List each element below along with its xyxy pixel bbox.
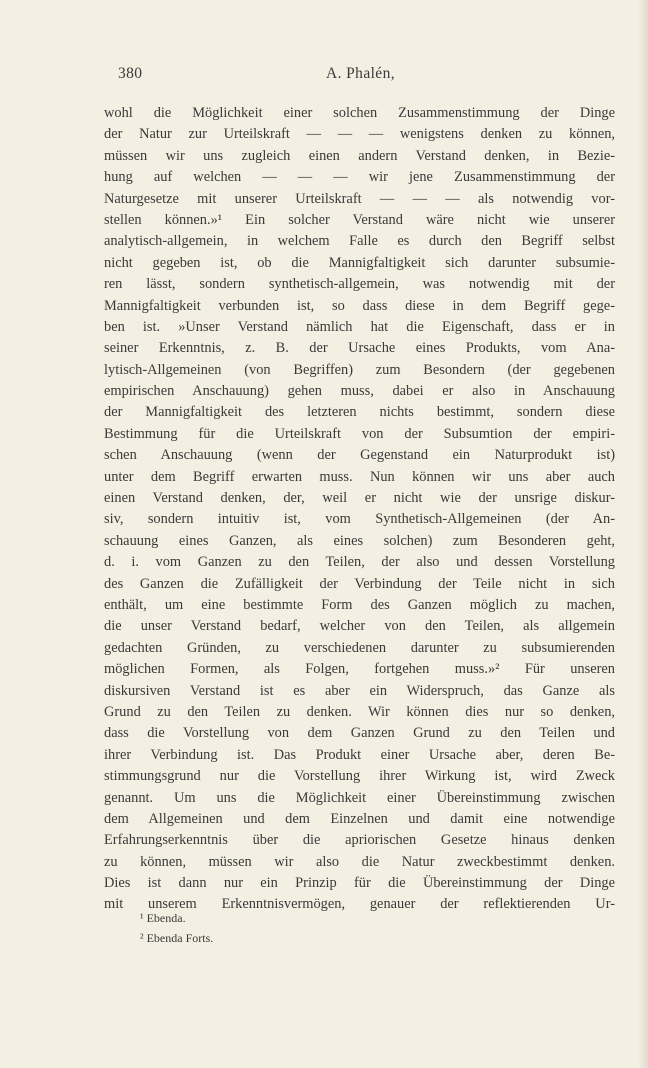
text-line: ihrer Verbindung ist. Das Produkt einer Ursache aber, deren Be- <box>104 746 615 763</box>
text-line: schauung eines Ganzen, als eines solchen) zum Besonderen geht, <box>104 532 615 549</box>
footnote: ¹ Ebenda. <box>140 911 186 925</box>
text-line: möglichen Formen, als Folgen, fortgehen muss.»² Für unseren <box>104 661 615 678</box>
text-line: nicht gegeben ist, ob die Mannigfaltigkeit sich darunter subsumie- <box>104 254 615 271</box>
text-line: Grund zu den Teilen zu denken. Wir können dies nur so denken, <box>104 703 615 720</box>
footnotes <box>140 908 440 948</box>
text-line: analytisch-allgemein, in welchem Falle es durch den Begriff selbst <box>104 233 615 250</box>
text-line: Naturgesetze mit unserer Urteilskraft — — — als notwendig vor- <box>104 190 615 207</box>
text-line: enthält, um eine bestimmte Form des Ganzen möglich zu machen, <box>104 596 615 613</box>
text-line: ren lässt, sondern synthetisch-allgemein, was notwendig mit der <box>104 276 615 293</box>
text-line: der Mannigfaltigkeit des letzteren nichts bestimmt, sondern diese <box>104 404 615 421</box>
text-line: Erfahrungserkenntnis über die apriorischen Gesetze hinaus denken <box>104 832 615 849</box>
text-line: siv, sondern intuitiv ist, vom Synthetisch-Allgemeinen (der An- <box>104 511 615 528</box>
text-line: seiner Erkenntnis, z. B. der Ursache eines Produkts, vom Ana- <box>104 340 615 357</box>
page-header <box>118 65 518 85</box>
running-head: A. Phalén, <box>326 65 396 82</box>
text-line: hung auf welchen — — — wir jene Zusammenstimmung der <box>104 169 615 186</box>
page-number: 380 <box>118 65 143 82</box>
text-line: stimmungsgrund nur die Vorstellung ihrer Wirkung ist, wird Zweck <box>104 768 615 785</box>
text-line: d. i. vom Ganzen zu den Teilen, der also und dessen Vorstellung <box>104 554 615 571</box>
text-line: stellen können.»¹ Ein solcher Verstand wäre nicht wie unserer <box>104 211 615 228</box>
text-line: wohl die Möglichkeit einer solchen Zusammenstimmung der Dinge <box>104 105 615 121</box>
text-line: lytisch-Allgemeinen (von Begriffen) zum Besondern (der gegebenen <box>104 361 615 378</box>
text-line: der Natur zur Urteilskraft — — — wenigstens denken zu können, <box>104 126 615 143</box>
text-line: müssen wir uns zugleich einen andern Verstand denken, in Bezie- <box>104 147 615 164</box>
body-text <box>104 103 615 916</box>
text-line: einen Verstand denken, der, weil er nicht wie der unsrige diskur- <box>104 490 615 507</box>
text-line: ben ist. »Unser Verstand nämlich hat die Eigenschaft, dass er in <box>104 318 615 335</box>
text-line: dem Allgemeinen und dem Einzelnen und damit eine notwendige <box>104 810 615 827</box>
text-line: unter dem Begriff erwarten muss. Nun können wir uns aber auch <box>104 468 615 485</box>
text-line: die unser Verstand bedarf, welcher von den Teilen, als allgemein <box>104 618 615 635</box>
text-line: gedachten Gründen, zu verschiedenen darunter zu subsumierenden <box>104 639 615 656</box>
text-line: diskursiven Verstand ist es aber ein Widerspruch, das Ganze als <box>104 682 615 699</box>
text-line: Dies ist dann nur ein Prinzip für die Übereinstimmung der Dinge <box>104 875 615 892</box>
text-line: Mannigfaltigkeit verbunden ist, so dass diese in dem Begriff gege- <box>104 297 615 314</box>
text-line: schen Anschauung (wenn der Gegenstand ein Naturprodukt ist) <box>104 447 615 464</box>
page-edge-shadow <box>638 0 648 1068</box>
text-line: genannt. Um uns die Möglichkeit einer Übereinstimmung zwischen <box>104 789 615 806</box>
text-line: zu können, müssen wir also die Natur zweckbestimmt denken. <box>104 853 615 870</box>
text-line: empirischen Anschauung) gehen muss, dabei er also in Anschauung <box>104 383 615 400</box>
text-line: dass die Vorstellung von dem Ganzen Grund zu den Teilen und <box>104 725 615 742</box>
text-line: Bestimmung für die Urteilskraft von der Subsumtion der empiri- <box>104 425 615 442</box>
text-line: mit unserem Erkenntnisvermögen, genauer der reflektierenden Ur- <box>104 896 615 913</box>
text-line: des Ganzen die Zufälligkeit der Verbindung der Teile nicht in sich <box>104 575 615 592</box>
footnote: ² Ebenda Forts. <box>140 931 214 945</box>
